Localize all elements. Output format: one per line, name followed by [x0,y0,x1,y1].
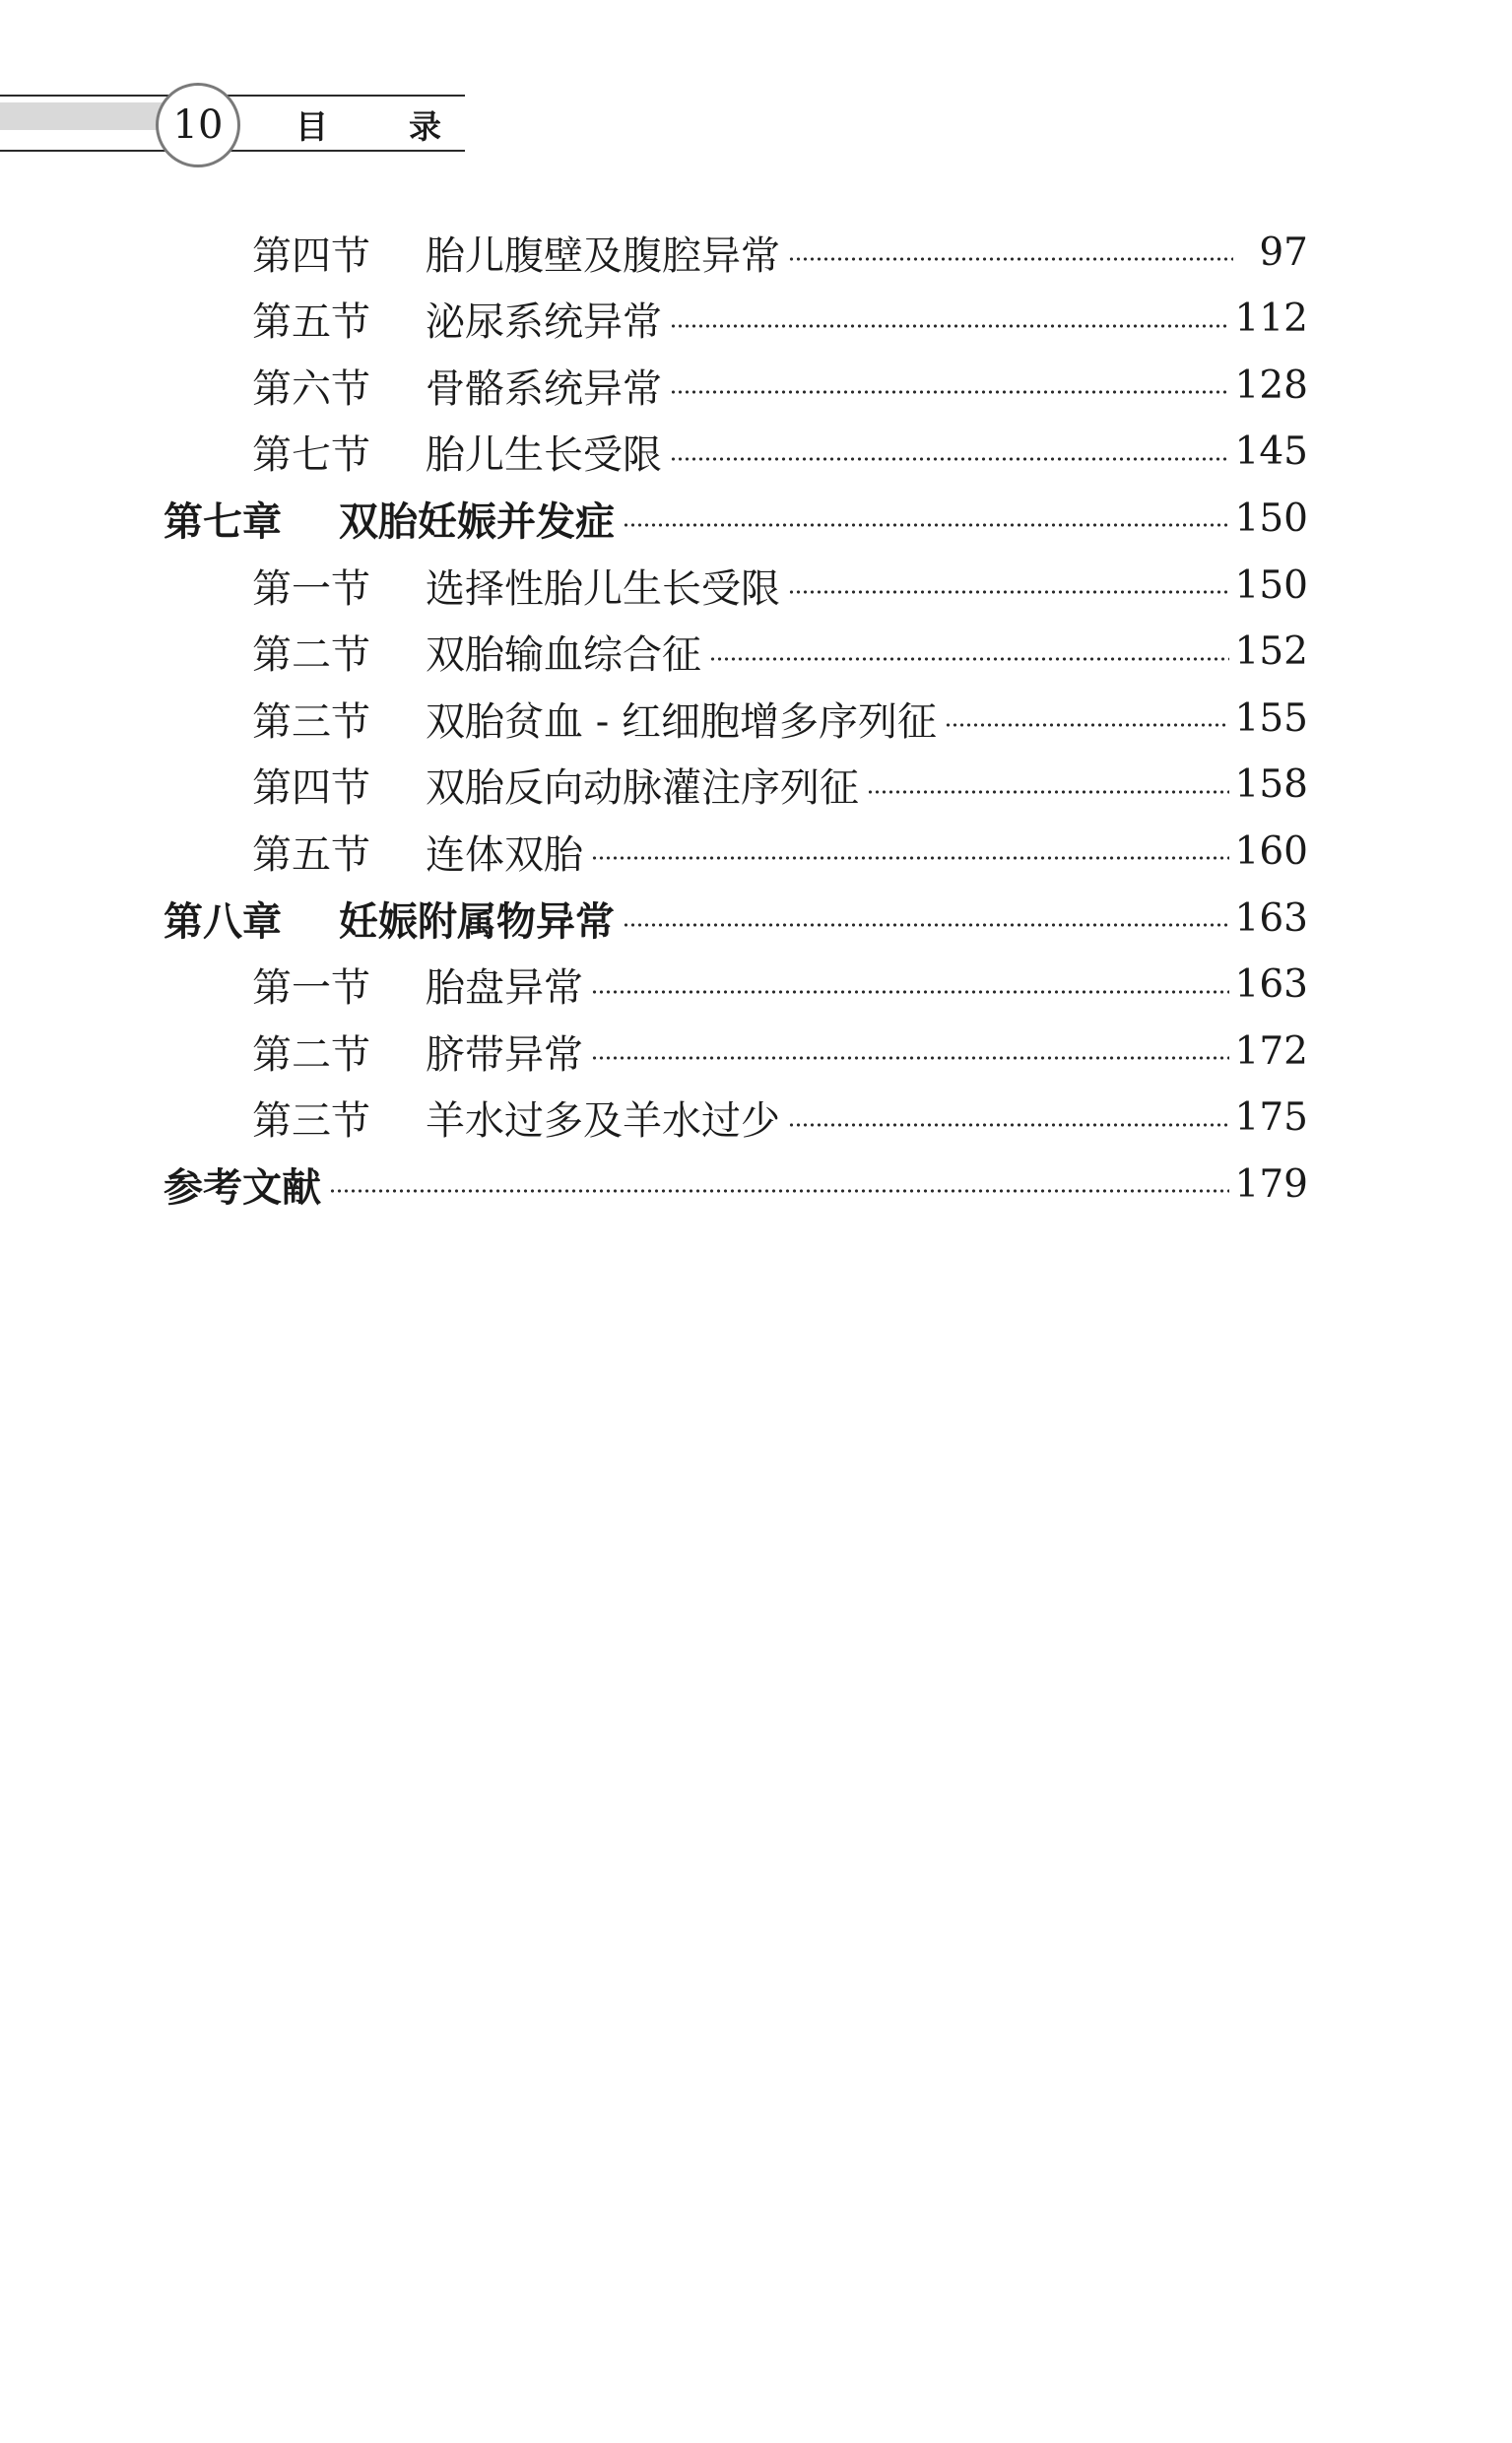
toc-entry-title: 双胎反向动脉灌注序列征 [426,765,859,812]
toc-entry-label [0,824,583,880]
page-number: 10 [172,102,224,148]
dot-leader [788,590,1229,594]
dot-leader [788,257,1233,261]
toc-entry-page: 97 [1259,230,1308,275]
toc-entry-page: 112 [1234,297,1308,342]
toc-entry-number: 第三节 [252,1098,370,1145]
toc-entry-label [0,891,615,947]
toc-entry-number: 第一节 [252,565,370,612]
toc-entry-page: 158 [1234,762,1308,808]
dot-leader [788,1123,1229,1127]
toc-entry-title: 羊水过多及羊水过少 [426,1098,780,1145]
toc-entry-page: 160 [1234,828,1308,874]
toc-entry-label [0,358,662,414]
toc-entry-label [0,757,859,813]
toc-section-entry[interactable] [0,556,1308,615]
toc-entry-number: 第二节 [252,632,370,679]
toc-entry-title: 连体双胎 [426,831,583,878]
toc-entry-label [0,1023,583,1080]
toc-entry-page: 163 [1234,962,1308,1008]
toc-entry-page: 175 [1234,1095,1308,1141]
toc-entry-number: 第四节 [252,765,370,812]
header-band [0,102,172,130]
toc-entry-number: 第四节 [252,232,370,279]
toc-entry-title: 双胎妊娠并发症 [339,498,615,545]
toc-entry-page: 172 [1234,1028,1308,1074]
toc-section-entry[interactable] [0,1089,1308,1148]
dot-leader [623,523,1229,527]
toc-entry-number: 第七节 [252,432,370,479]
toc-entry-label [0,558,780,614]
dot-leader [709,657,1229,661]
toc-entry-title: 胎儿生长受限 [426,432,662,479]
toc-entry-label [0,424,662,480]
dot-leader [623,923,1229,927]
toc-entry-title: 选择性胎儿生长受限 [426,565,780,612]
toc-section-entry[interactable] [0,423,1308,482]
toc-section-entry[interactable] [0,623,1308,682]
header-rule-top [0,95,465,97]
toc-entry-title: 双胎输血综合征 [426,632,701,679]
dot-leader [329,1189,1229,1193]
toc-entry-number: 第三节 [252,698,370,745]
toc-entry-title: 参考文献 [164,1164,321,1211]
toc-section-entry[interactable] [0,1022,1308,1081]
toc-entry-label [0,1156,321,1213]
toc-section-entry[interactable] [0,689,1308,748]
toc-section-entry[interactable] [0,756,1308,815]
toc-entry-title: 妊娠附属物异常 [339,898,615,945]
dot-leader [591,990,1229,994]
toc-entry-title: 双胎贫血 - 红细胞增多序列征 [426,698,937,745]
dot-leader [867,790,1229,794]
toc-section-entry[interactable] [0,956,1308,1015]
dot-leader [670,457,1229,461]
page-number-badge [156,83,240,167]
dot-leader [945,723,1229,727]
toc-section-entry[interactable] [0,822,1308,881]
toc-entry-number: 第七章 [164,498,282,545]
header-title-char-1: 目 [296,106,328,146]
toc-chapter-entry[interactable] [0,489,1308,548]
toc-entry-page: 145 [1234,429,1308,475]
toc-entry-label [0,624,701,680]
toc-entry-number: 第六节 [252,365,370,412]
toc-entry-label [0,1089,780,1146]
dot-leader [591,1056,1229,1060]
toc-entry-label [0,957,583,1013]
toc-entry-number: 第一节 [252,965,370,1012]
toc-entry-label [0,691,937,747]
toc-entry-title: 脐带异常 [426,1031,583,1078]
toc-entry-page: 128 [1234,363,1308,408]
toc-entry-page: 150 [1234,495,1308,541]
toc-entry-page: 179 [1234,1161,1308,1207]
toc-entry-page: 155 [1234,695,1308,741]
toc-entry-title: 泌尿系统异常 [426,299,662,346]
toc-entry-label [0,291,662,347]
dot-leader [670,390,1229,394]
toc-entry-label [0,225,780,281]
toc-entry-title: 胎盘异常 [426,965,583,1012]
toc-entry-number: 第八章 [164,898,282,945]
toc-section-entry[interactable] [0,223,1308,282]
header-rule-bottom [0,150,465,152]
toc-entry-number: 第五节 [252,831,370,878]
toc-entry-page: 163 [1234,895,1308,941]
toc-section-entry[interactable] [0,356,1308,415]
toc-entry-title: 胎儿腹壁及腹腔异常 [426,232,780,279]
header-title-char-2: 录 [409,106,441,146]
toc-entry-number: 第二节 [252,1031,370,1078]
toc-section-entry[interactable] [0,290,1308,349]
toc-chapter-entry[interactable] [0,889,1308,948]
toc-entry-number: 第五节 [252,299,370,346]
toc-entry-page: 150 [1234,562,1308,608]
toc-entry-page: 152 [1234,629,1308,675]
toc-entry-title: 骨骼系统异常 [426,365,662,412]
toc-chapter-entry[interactable] [0,1155,1308,1214]
dot-leader [670,324,1229,328]
dot-leader [591,856,1229,860]
toc-entry-label [0,491,615,547]
running-header-title [296,99,441,149]
